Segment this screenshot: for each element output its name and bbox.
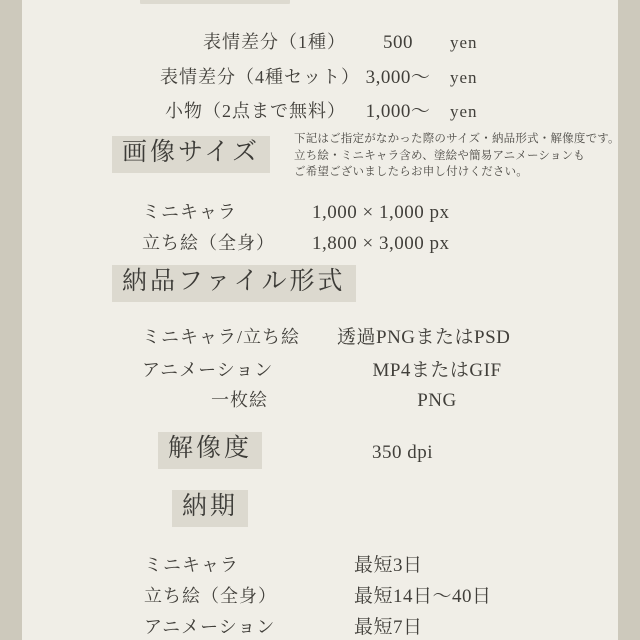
spec-value: 最短7日 xyxy=(354,617,423,638)
section-heading-image-size: 画像サイズ xyxy=(112,136,270,173)
section-heading-file-format: 納品ファイル形式 xyxy=(112,265,356,302)
note-line-3: ご希望ございましたらお申し付けください。 xyxy=(294,166,528,179)
spec-row xyxy=(372,442,433,464)
option-value: 500 xyxy=(383,32,413,53)
note-line-2: 立ち絵・ミニキャラ含め、塗絵や簡易アニメーションも xyxy=(294,149,586,162)
option-value: 3,000〜 xyxy=(365,67,431,88)
spec-label: 立ち絵（全身） xyxy=(142,233,275,253)
spec-value: 350 dpi xyxy=(372,442,434,463)
cropped-heading-chip xyxy=(140,0,290,4)
option-value: 1,000〜 xyxy=(365,101,431,122)
spec-label: ミニキャラ/立ち絵 xyxy=(142,327,301,347)
spec-row xyxy=(142,386,537,412)
spec-label: 一枚絵 xyxy=(211,390,268,410)
spec-value: 1,800 × 3,000 px xyxy=(312,233,450,254)
spec-label: ミニキャラ xyxy=(144,555,239,575)
spec-row xyxy=(144,612,423,639)
option-label: 表情差分（1種） xyxy=(203,32,346,52)
spec-row xyxy=(144,550,423,577)
spec-label: ミニキャラ xyxy=(142,202,237,222)
page-edge xyxy=(635,0,638,640)
spec-row xyxy=(142,322,510,349)
spec-label: アニメーション xyxy=(144,617,276,637)
option-price-row xyxy=(160,28,478,54)
option-unit: yen xyxy=(450,102,478,121)
section-note xyxy=(294,131,620,181)
note-line-1: 下記はご指定がなかった際のサイズ・納品形式・解像度です。 xyxy=(294,133,620,145)
option-unit: yen xyxy=(450,68,478,87)
spec-value: 透過PNGまたはPSD xyxy=(337,327,511,348)
price-list-sheet xyxy=(22,0,618,640)
spec-value: 最短14日〜40日 xyxy=(354,586,492,607)
spec-label: アニメーション xyxy=(142,360,274,380)
spec-value: PNG xyxy=(417,390,457,411)
option-price-row xyxy=(160,62,478,89)
spec-value: 1,000 × 1,000 px xyxy=(312,202,450,223)
option-price-row xyxy=(160,96,478,123)
spec-row xyxy=(142,229,449,255)
spec-row xyxy=(144,581,492,608)
spec-value: MP4またはGIF xyxy=(372,360,502,381)
option-label: 小物（2点まで無料） xyxy=(165,101,346,121)
spec-row xyxy=(142,198,449,224)
section-heading-delivery-time: 納期 xyxy=(172,490,248,527)
option-label: 表情差分（4種セット） xyxy=(160,67,360,87)
spec-row xyxy=(142,355,537,382)
spec-label: 立ち絵（全身） xyxy=(144,586,277,606)
spec-value: 最短3日 xyxy=(354,555,423,576)
option-unit: yen xyxy=(450,33,478,52)
section-heading-resolution: 解像度 xyxy=(158,432,262,469)
